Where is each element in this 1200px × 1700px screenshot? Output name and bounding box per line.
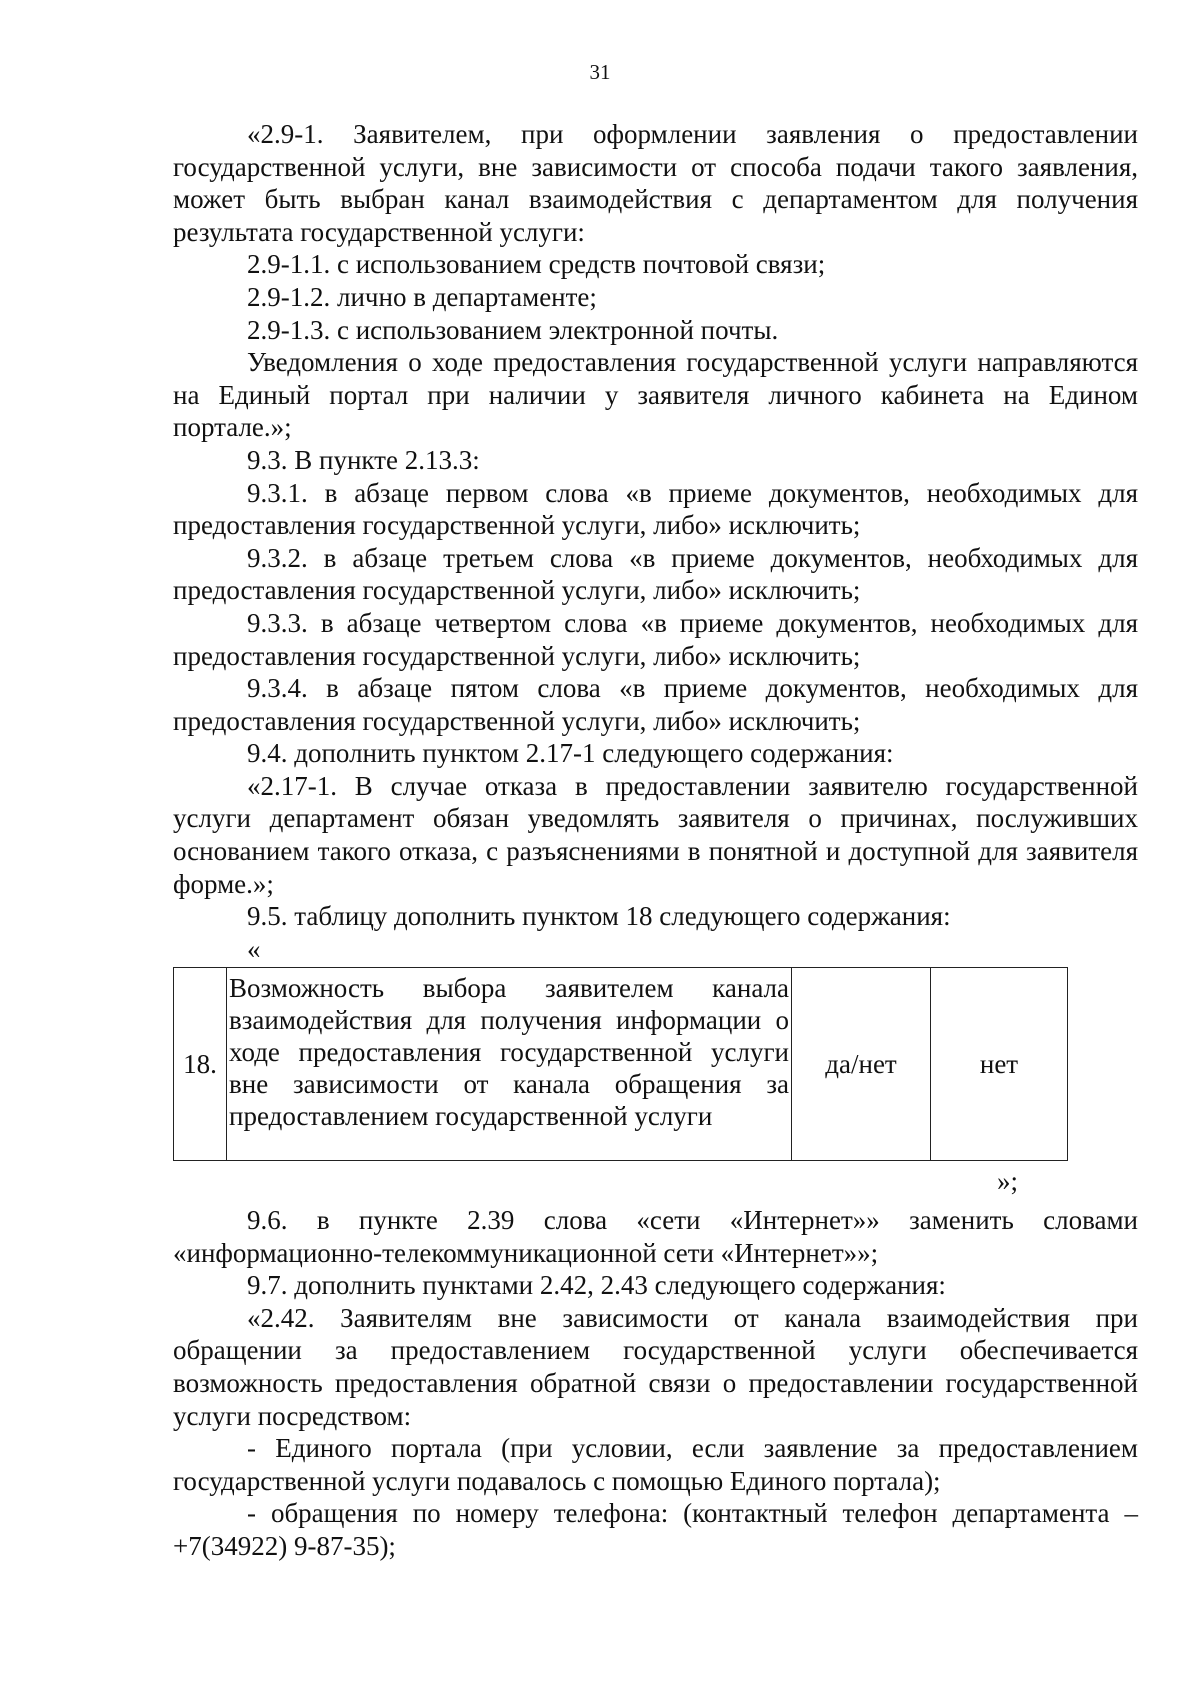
amendment-table-wrap [173,967,1138,1161]
paragraph: 9.3.2. в абзаце третьем слова «в приеме документов, необходимых для предоставления государственной услуги, либо» исключить; [173,542,1138,606]
open-quote: « [247,933,261,964]
row-description: Возможность выбора заявителем канала взаимодействия для получения информации о ходе предоставления государственной услуги вне зависимости от канала обращения за предоставлением государственной услуги [227,968,792,1161]
paragraph: 2.9-1.3. с использованием электронной почты. [247,314,779,345]
paragraph: «2.42. Заявителям вне зависимости от канала взаимодействия при обращении за предоставлением государственной услуги обеспечивается возможность предоставления обратной связи о предоставлении государственной услуги посредством: [173,1302,1138,1431]
paragraph: - Единого портала (при условии, если заявление за предоставлением государственной услуги подавалось с помощью Единого портала); [173,1433,1138,1496]
paragraph: - обращения по номеру телефона: (контактный телефон департамента – +7(34922) 9-87-35); [173,1498,1138,1561]
row-value-options: да/нет [792,968,931,1161]
paragraph: Уведомления о ходе предоставления государственной услуги направляются на Единый портал при наличии у заявителя личного кабинета на Едином портале.»; [173,347,1138,443]
paragraph: «2.17-1. В случае отказа в предоставлении заявителю государственной услуги департамент обязан уведомлять заявителя о причинах, послуживших основанием такого отказа, с разъяснениями в понятной и доступной для заявителя форме.»; [173,770,1138,899]
paragraph: 9.3.3. в абзаце четвертом слова «в приеме документов, необходимых для предоставления государственной услуги, либо» исключить; [173,607,1138,671]
row-value-current: нет [931,968,1068,1161]
paragraph: 2.9-1.2. лично в департаменте; [247,281,597,312]
close-quote: »; [996,1166,1018,1197]
table-row [174,968,1068,1161]
paragraph: 9.5. таблицу дополнить пунктом 18 следующего содержания: [247,901,951,932]
paragraph: «2.9-1. Заявителем, при оформлении заявления о предоставлении государственной услуги, вне зависимости от способа подачи такого заявления, может быть выбран канал взаимодействия с департаментом для получения результата государственной услуги: [173,119,1138,247]
row-number: 18. [174,968,227,1161]
paragraph: 9.3. В пункте 2.13.3: [247,444,480,475]
document-body [173,118,1138,1563]
paragraph: 9.3.1. в абзаце первом слова «в приеме документов, необходимых для предоставления государственной услуги, либо» исключить; [173,477,1138,541]
amendment-table [173,967,1068,1161]
paragraph: 2.9-1.1. с использованием средств почтовой связи; [247,249,826,280]
paragraph: 9.4. дополнить пунктом 2.17-1 следующего содержания: [247,738,894,769]
paragraph: 9.7. дополнить пунктами 2.42, 2.43 следующего содержания: [247,1270,946,1301]
paragraphs-after [173,1204,1138,1563]
paragraph: 9.3.4. в абзаце пятом слова «в приеме документов, необходимых для предоставления государственной услуги, либо» исключить; [173,673,1138,736]
paragraph: 9.6. в пункте 2.39 слова «сети «Интернет»» заменить словами «информационно-телекоммуникационной сети «Интернет»»; [173,1205,1138,1268]
page-number: 31 [589,60,611,84]
paragraphs-before [173,118,1138,933]
